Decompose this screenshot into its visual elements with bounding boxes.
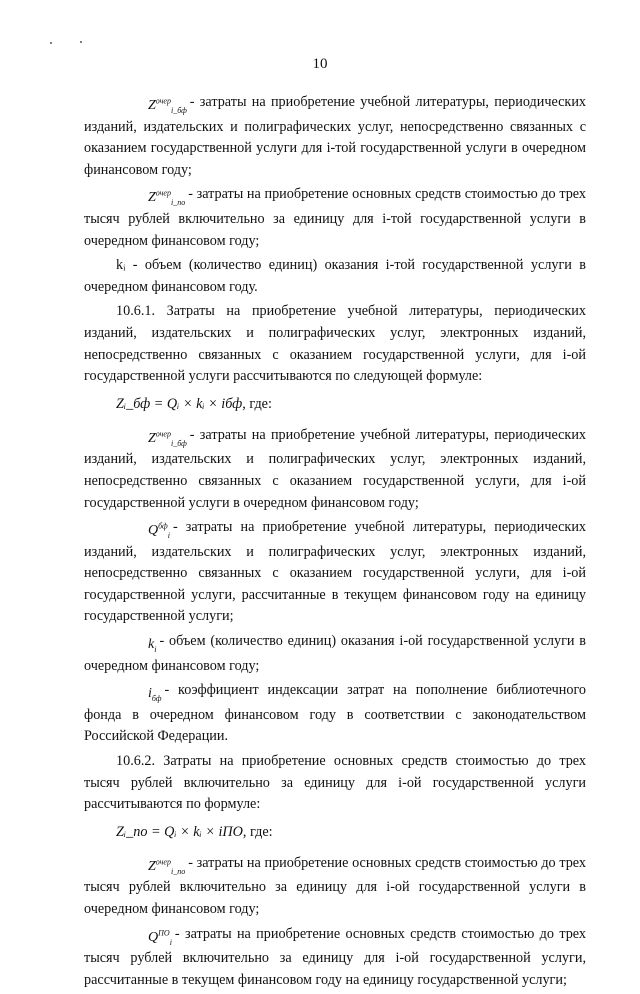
definition-paragraph: kᵢ - объем (количество единиц) оказания i-той государственной услуги в очередном финансовом году. (84, 257, 586, 295)
math-symbol: $k_i$ (148, 637, 157, 654)
definition-paragraph (84, 680, 586, 748)
paragraph-text: - затраты на приобретение учебной литературы, периодических изданий, издательских и полиграфических услуг, непосредственно связанных с оказанием государственной услуги для i-той государственной услуги в очередном финансовом году; (84, 94, 586, 178)
definition-paragraph (84, 631, 586, 677)
definition-paragraph (84, 184, 586, 252)
section-10-6-1: 10.6.1. Затраты на приобретение учебной литературы, периодических изданий, издательских и полиграфических услуг, электронных изданий, непосредственно связанных с оказанием государственной услуги, для i-ой государственной услуги рассчитываются по следующей формуле: (84, 303, 586, 385)
definition-paragraph (84, 853, 586, 921)
formula-10-6-1 (116, 391, 586, 417)
definition-paragraph (84, 92, 586, 181)
math-symbol: $Q^{бф}_i$ (148, 521, 170, 540)
formula-10-6-2 (116, 819, 586, 845)
document-body (84, 92, 586, 994)
formula-suffix: , где: (242, 823, 273, 840)
definition-paragraph (84, 517, 586, 628)
page-number: 10 (312, 56, 328, 72)
paragraph-text: - затраты на приобретение основных средств стоимостью до трех тысяч рублей включительно за единицу для i-ой государственной услуги, рассчитанные в текущем финансовом году на единицу государственной услуги; (84, 925, 586, 988)
formula-expression: Zᵢ_по = Qᵢ × kᵢ × iПО (116, 823, 243, 840)
scan-speck (80, 41, 82, 43)
formula-suffix: , где: (242, 395, 272, 412)
formula-expression: Zᵢ_бф = Qᵢ × kᵢ × iбф (116, 395, 243, 412)
paragraph-text: - затраты на приобретение учебной литературы, периодических изданий, издательских и полиграфических услуг, электронных изданий, непосредственно связанных с оказанием государственной услуги, для i-ой государственной услуги в очередном финансовом году; (84, 426, 586, 511)
paragraph-text: - затраты на приобретение основных средств стоимостью до трех тысяч рублей включительно за единицу для i-ой государственной услуги в очередном финансовом году; (84, 854, 586, 917)
paragraph-text: - затраты на приобретение учебной литературы, периодических изданий, издательских и полиграфических услуг, электронных изданий, непосредственно связанных с оказанием государственной услуги, для i-ой государственной услуги, рассчитанные в текущем финансовом году на единицу государственной услуги; (84, 519, 586, 625)
math-symbol: $Z^{очер}_{i\_бф}$ (148, 429, 187, 448)
math-symbol: $Z^{очер}_{i\_по}$ (148, 857, 186, 876)
paragraph-text: - затраты на приобретение основных средств стоимостью до трех тысяч рублей включительно за единицу для i-той государственной услуги в очередном финансовом году; (84, 186, 586, 249)
math-symbol: $Z^{очер}_{i\_бф}$ (148, 96, 187, 115)
math-symbol: $i_{бф}$ (148, 686, 162, 704)
paragraph-text: - коэффициент индексации затрат на пополнение библиотечного фонда в очередном финансовом году в соответствии с законодательством Российской Федерации. (84, 682, 586, 745)
scan-speck (50, 42, 52, 44)
math-symbol: $Z^{очер}_{i\_по}$ (148, 188, 186, 208)
definition-paragraph (84, 425, 586, 514)
definition-paragraph (84, 924, 586, 992)
math-symbol: $Q^{ПО}_i$ (148, 927, 172, 947)
section-10-6-2: 10.6.2. Затраты на приобретение основных средств стоимостью до трех тысяч рублей включительно за единицу для i-ой государственной услуги рассчитываются по формуле: (84, 753, 586, 813)
paragraph-text: - объем (количество единиц) оказания i-ой государственной услуги в очередном финансовом году; (84, 633, 586, 674)
